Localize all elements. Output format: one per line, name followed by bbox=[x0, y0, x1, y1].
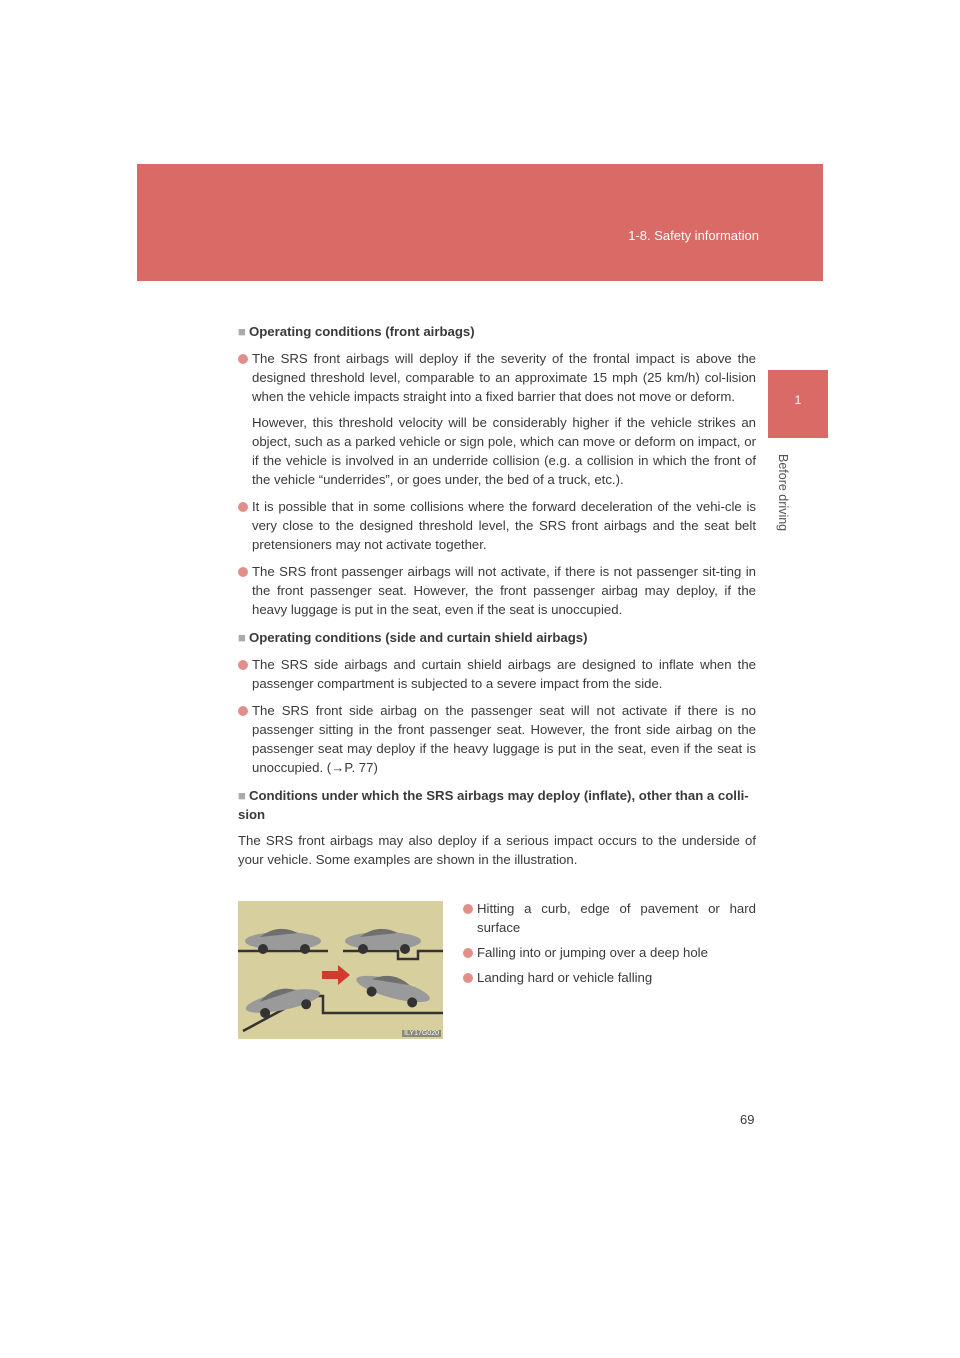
figure-code: ILY17G020 bbox=[404, 1030, 439, 1037]
section-heading bbox=[238, 322, 756, 341]
list-item-text: Hitting a curb, edge of pavement or hard surface bbox=[477, 901, 756, 935]
chapter-tab[interactable]: 1 bbox=[768, 370, 828, 438]
page-content bbox=[238, 322, 756, 869]
bullet-icon bbox=[238, 706, 248, 716]
bullet-icon bbox=[463, 973, 473, 983]
heading-text: Operating conditions (front airbags) bbox=[248, 324, 475, 339]
list-item bbox=[238, 497, 756, 554]
list-item-text: The SRS front airbags will deploy if the severity of the frontal impact is above the designed threshold level, comparable to an approximate 15 mph (25 km/h) col-lision when the vehicle impacts straight into a fixed barrier that does not move or deform. bbox=[252, 351, 756, 404]
paragraph: However, this threshold velocity will be considerably higher if the vehicle strikes an object, such as a parked vehicle or sign pole, which can move or deform on impact, or if the vehicle is involved in an underride collision (e.g. a collision in which the front of the vehicle “underrides”, or goes under, the bed of a truck, etc.). bbox=[252, 415, 756, 487]
list-item bbox=[463, 899, 756, 937]
illustration bbox=[238, 901, 443, 1039]
heading-text: Operating conditions (side and curtain shield airbags) bbox=[248, 630, 588, 645]
bullet-icon bbox=[238, 567, 248, 577]
chapter-tab-label: Before driving bbox=[776, 454, 790, 532]
bullet-icon bbox=[463, 904, 473, 914]
paragraph: The SRS front airbags may also deploy if a serious impact occurs to the underside of your vehicle. Some examples are shown in the illustration. bbox=[238, 833, 756, 867]
header-band bbox=[137, 164, 823, 281]
square-bullet-icon: ■ bbox=[238, 630, 246, 645]
list-item bbox=[463, 968, 756, 987]
list-item bbox=[463, 943, 756, 962]
section-heading bbox=[238, 786, 756, 824]
list-item bbox=[238, 562, 756, 619]
list-item-text: It is possible that in some collisions where the forward deceleration of the vehi-cle is very close to the designed threshold level, the SRS front airbags and the seat belt pretensioners may not activate together. bbox=[252, 499, 756, 552]
page-number: 69 bbox=[740, 1112, 755, 1127]
square-bullet-icon: ■ bbox=[238, 324, 246, 339]
list-item-text: Landing hard or vehicle falling bbox=[477, 970, 653, 985]
square-bullet-icon: ■ bbox=[238, 788, 246, 803]
list-item-text: The SRS side airbags and curtain shield airbags are designed to inflate when the passenger compartment is subjected to a severe impact from the side. bbox=[252, 657, 756, 691]
list-item bbox=[238, 701, 756, 777]
car-impact-illustration bbox=[238, 901, 443, 1039]
list-item-text: Falling into or jumping over a deep hole bbox=[477, 945, 708, 960]
bullet-icon bbox=[238, 660, 248, 670]
section-title: 1-8. Safety information bbox=[628, 228, 759, 243]
bullet-icon bbox=[463, 948, 473, 958]
section-heading bbox=[238, 628, 756, 647]
bullet-icon bbox=[238, 502, 248, 512]
bullet-icon bbox=[238, 354, 248, 364]
list-item bbox=[238, 349, 756, 406]
list-item-text: The SRS front side airbag on the passenger seat will not activate if there is no passenger sitting in the front passenger seat. However, the front side airbag on the passenger seat may deploy if the heavy luggage is put in the seat, even if the seat is unoccupied. (→P. 77) bbox=[252, 703, 756, 775]
list-item-text: The SRS front passenger airbags will not activate, if there is not passenger sit-ting in the front passenger seat. However, the front passenger airbag may deploy, if the heavy luggage is put in the seat, even if the seat is unoccupied. bbox=[252, 564, 756, 617]
heading-text: Conditions under which the SRS airbags may deploy (inflate), other than a colli-sion bbox=[238, 788, 749, 822]
list-item bbox=[238, 655, 756, 693]
illustration-caption-list bbox=[463, 899, 756, 987]
